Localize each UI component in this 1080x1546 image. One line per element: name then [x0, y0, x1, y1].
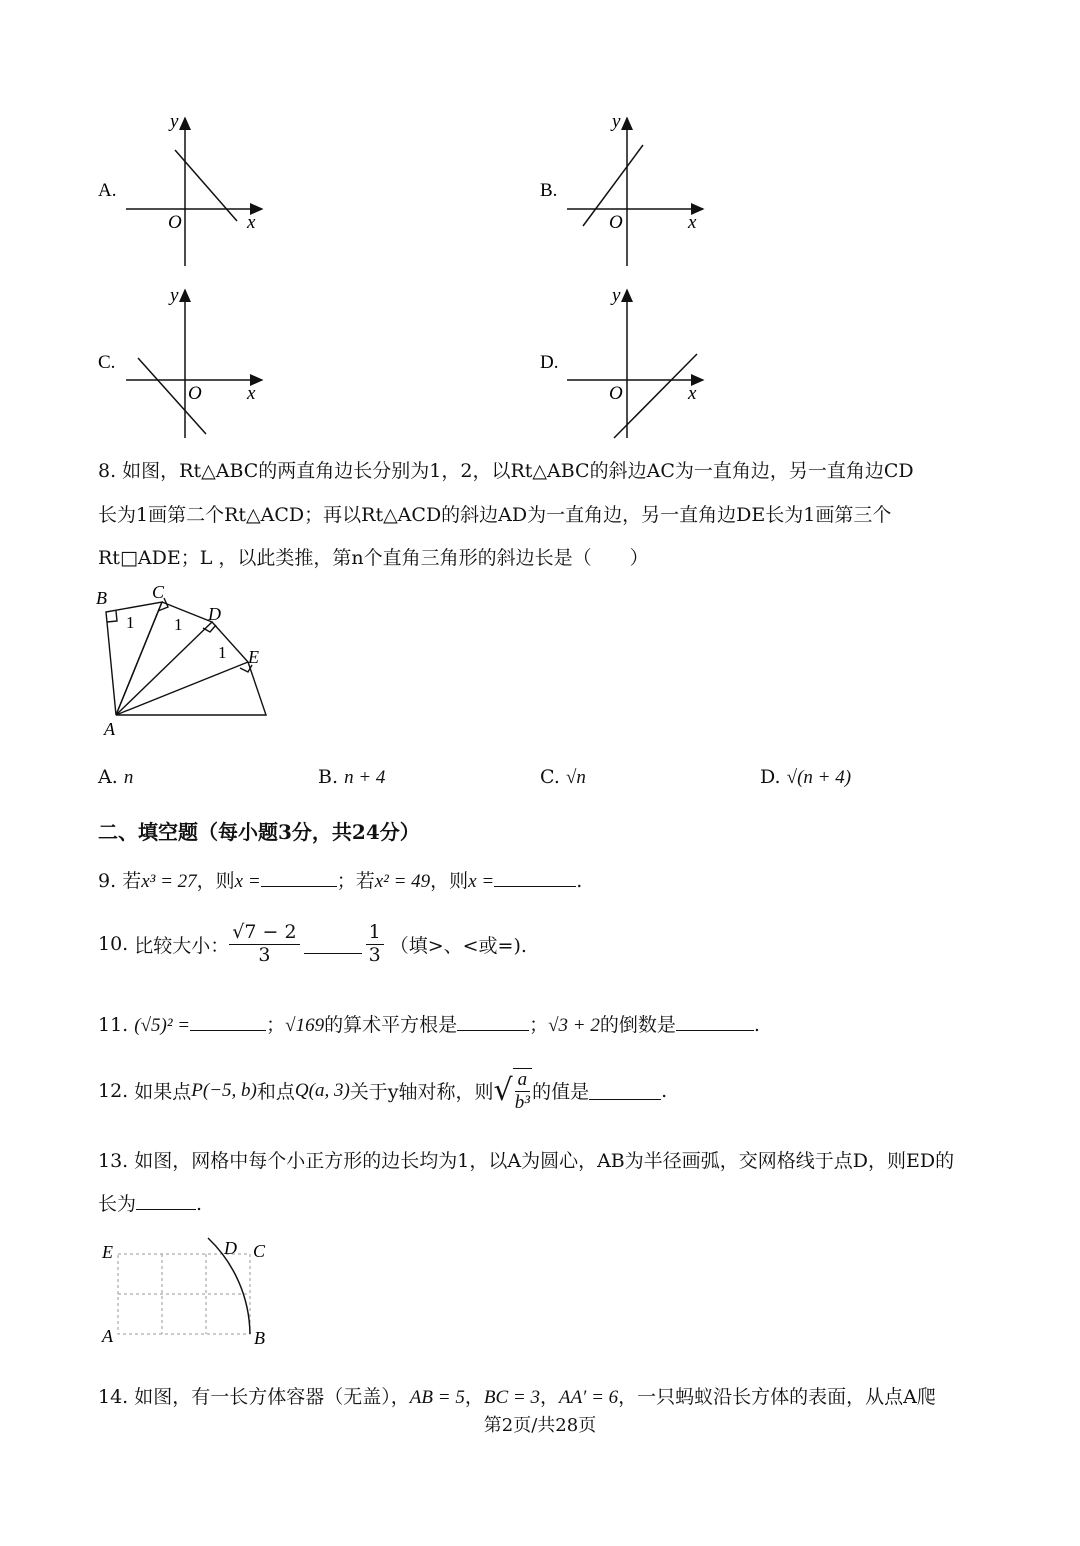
- x-axis-label: x: [247, 383, 256, 404]
- answer-blank[interactable]: [494, 868, 576, 887]
- q10-line: 10. 比较大小： $\frac{√7 - 2}{3}$ $\frac{1}{3}$ （填>、<或=).: [98, 921, 527, 966]
- q8-option-a: [98, 766, 133, 789]
- q13-line-1: 13. 如图，网格中每个小正方形的边长均为1，以A为圆心，AB为半径画弧，交网格线于点D，则ED的: [98, 1150, 955, 1172]
- answer-blank[interactable]: [304, 935, 362, 954]
- q8-line-3: Rt□ADE；L ，以此类推，第n个直角三角形的斜边长是（ ）: [98, 547, 649, 569]
- origin-label: O: [609, 212, 623, 233]
- y-axis-label: y: [170, 285, 179, 306]
- q11-line: 11. (√5)² = ；√169的算术平方根是 ；√3 + 2的倒数是 .: [98, 1014, 760, 1036]
- answer-blank[interactable]: [261, 868, 337, 887]
- option-c-label: C.: [98, 352, 116, 373]
- q9-line: 9. 若x³ = 27，则x = ；若x² = 49，则x = .: [98, 870, 583, 892]
- section-heading: 二、填空题（每小题3分，共24分）: [98, 820, 420, 844]
- q8-line-1: 8. 如图，Rt△ABC的两直角边长分别为1，2，以Rt△ABC的斜边AC为一直角边，另一直角边CD: [98, 460, 914, 482]
- q13-line-2: 长为 .: [98, 1193, 203, 1215]
- q13-grid-figure: [96, 1230, 276, 1350]
- answer-blank[interactable]: [190, 1012, 266, 1031]
- q14-line: 14. 如图，有一长方体容器（无盖），AB = 5，BC = 3，AA′ = 6，一只蚂蚁沿长方体的表面，从点A爬: [98, 1386, 936, 1408]
- x-axis-label: x: [688, 383, 697, 404]
- graph-c: [98, 285, 262, 438]
- option-label: C.: [540, 766, 560, 788]
- radical-sign-icon: √: [493, 1072, 513, 1108]
- y-axis-label: y: [612, 285, 621, 306]
- answer-blank[interactable]: [589, 1081, 661, 1100]
- point-a-label: A: [104, 719, 115, 739]
- point-c-label: C: [253, 1241, 266, 1261]
- point-d-label: D: [224, 1238, 237, 1258]
- option-value: n: [123, 767, 134, 788]
- answer-blank[interactable]: [136, 1191, 196, 1210]
- option-label: A.: [98, 766, 118, 788]
- point-b-label: B: [96, 588, 107, 608]
- point-b-label: B: [254, 1328, 265, 1348]
- point-e-label: E: [102, 1242, 113, 1262]
- q8-option-b: [318, 766, 385, 789]
- q8-option-d: [760, 766, 851, 789]
- point-e-label: E: [248, 647, 259, 667]
- x-axis-label: x: [688, 212, 697, 233]
- option-label: B.: [318, 766, 339, 788]
- q8-option-c: [540, 766, 586, 789]
- origin-label: O: [168, 212, 182, 233]
- point-a-label: A: [102, 1326, 113, 1346]
- q12-line: 12. 如果点 P(−5, b) 和点 Q(a, 3) 关于y轴对称，则 √ $\frac{a}{\text{b³}}$ 的值是 .: [98, 1069, 668, 1113]
- option-value: √n: [565, 767, 586, 788]
- y-axis-label: y: [612, 111, 621, 132]
- page-footer: 第2页/共28页: [483, 1415, 597, 1436]
- side-length-3: 1: [218, 643, 227, 662]
- q8-triangle-figure: [90, 580, 290, 740]
- option-b-label: B.: [540, 180, 558, 201]
- q8-line-2: 长为1画第二个Rt△ACD；再以Rt△ACD的斜边AD为一直角边，另一直角边DE长为1画第三个: [98, 504, 892, 526]
- origin-label: O: [609, 383, 623, 404]
- origin-label: O: [188, 383, 202, 404]
- answer-blank[interactable]: [457, 1012, 529, 1031]
- option-label: D.: [760, 766, 781, 788]
- graph-a: [98, 111, 262, 266]
- radical-fraction: $\frac{a}{\text{b³}}$: [513, 1068, 533, 1114]
- answer-blank[interactable]: [676, 1012, 754, 1031]
- y-axis-label: y: [170, 111, 179, 132]
- graph-d: [540, 285, 703, 438]
- option-a-label: A.: [98, 180, 117, 201]
- option-d-label: D.: [540, 352, 559, 373]
- side-length-2: 1: [174, 615, 183, 634]
- graph-b: [540, 111, 703, 266]
- point-d-label: D: [208, 604, 221, 624]
- option-value: n + 4: [344, 767, 386, 788]
- point-c-label: C: [152, 582, 165, 602]
- x-axis-label: x: [247, 212, 256, 233]
- side-length-1: 1: [126, 613, 135, 632]
- option-value: √(n + 4): [786, 767, 852, 788]
- fraction-right: $\frac{1}{3}$: [366, 922, 384, 967]
- q7-option-graphs: [0, 0, 1080, 450]
- fraction-left: $\frac{√7 - 2}{3}$: [229, 922, 299, 967]
